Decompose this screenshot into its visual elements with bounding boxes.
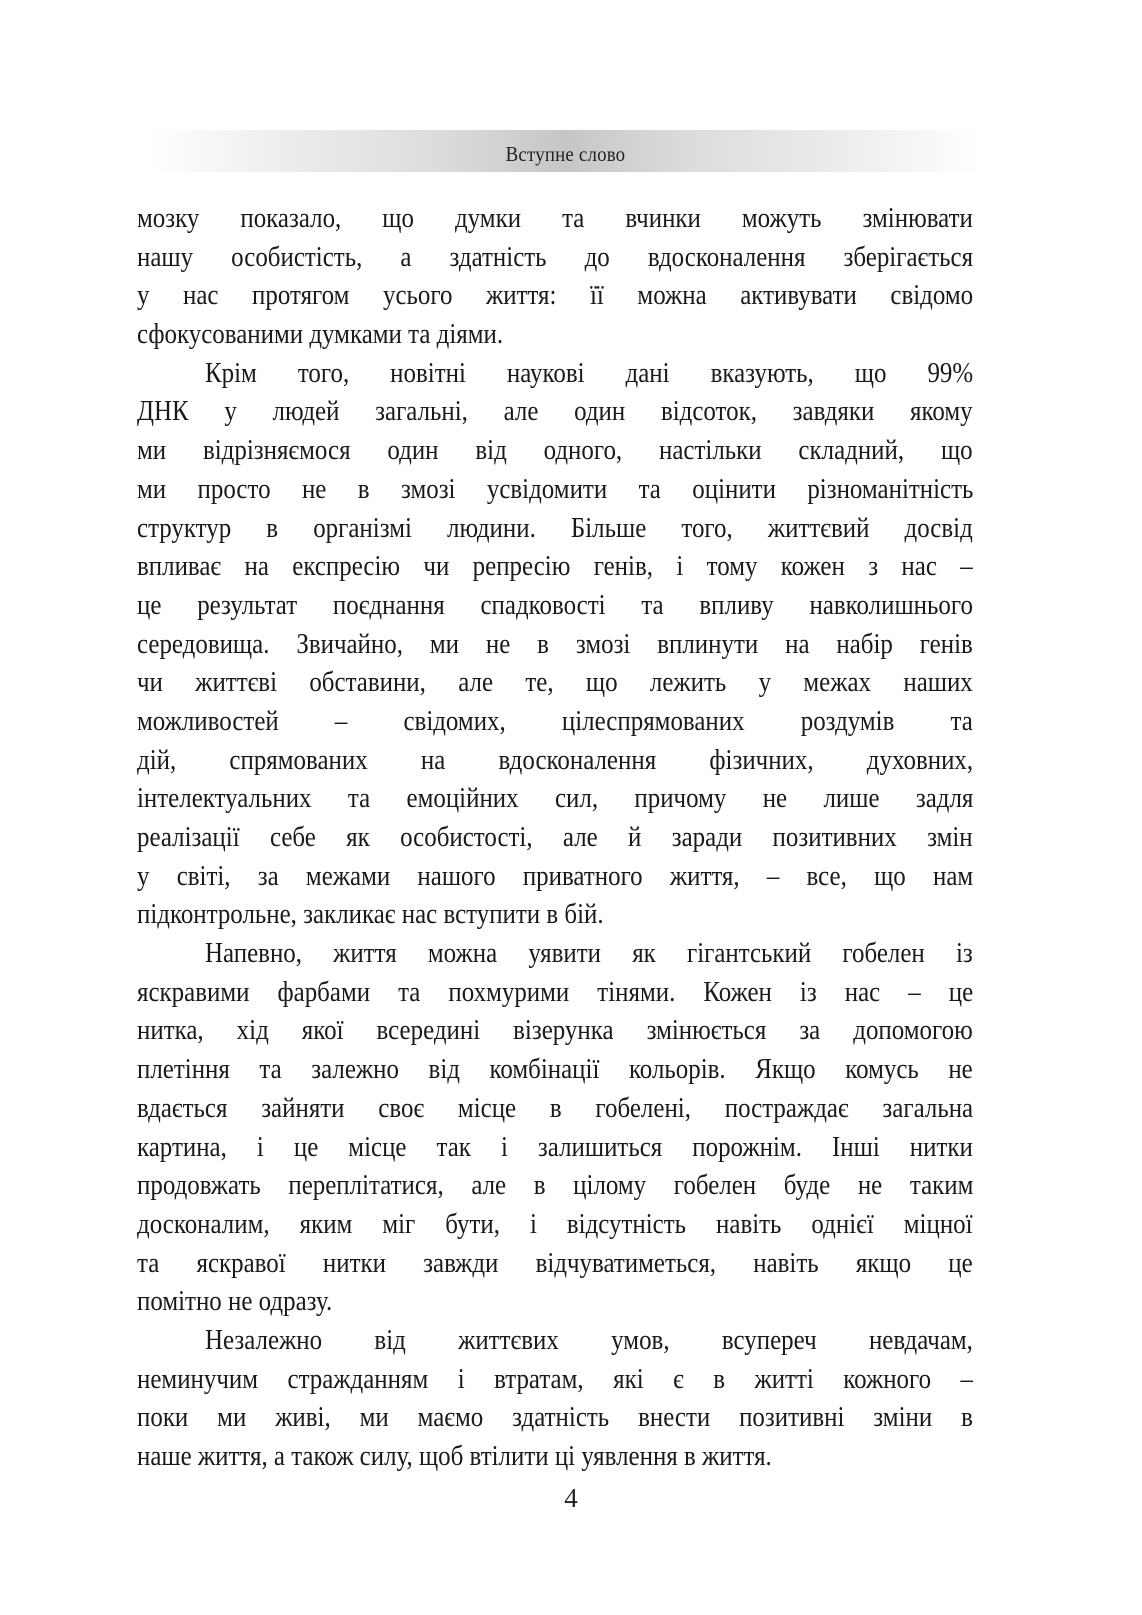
text-line-content: підконтрольне, закликає нас вступити в бій. (137, 898, 604, 931)
text-line-content: у нас протягом усього життя: її можна активувати свідомо (137, 279, 974, 312)
text-line-content: реалізації себе як особистості, але й заради позитивних змін (137, 821, 973, 853)
text-line-content: помітно не одразу. (137, 1285, 333, 1318)
text-line (137, 509, 973, 548)
text-line-content: нашу особистість, а здатність до вдосконалення зберігається (137, 240, 974, 273)
text-line (137, 354, 973, 393)
text-line-content: ДНК у людей загальні, але один відсоток, завдяки якому (137, 395, 973, 428)
text-line-content: яскравими фарбами та похмурими тінями. Кожен із нас – це (137, 975, 974, 1008)
text-line-content: середовища. Звичайно, ми не в змозі вплинути на набір генів (137, 627, 973, 660)
text-line-content: наше життя, а також силу, щоб втілити ці уявлення в життя. (137, 1440, 772, 1472)
text-line-content: сфокусованими думками та діями. (137, 318, 504, 351)
text-line (137, 315, 973, 354)
text-line-content: Напевно, життя можна уявити як гігантський гобелен із (205, 937, 973, 970)
text-line (137, 547, 973, 586)
paragraph (137, 199, 973, 354)
text-line-content: ми просто не в змозі усвідомити та оцінити різноманітність (137, 472, 974, 505)
text-line (137, 1089, 973, 1128)
text-line-content: у світі, за межами нашого приватного життя, – все, що нам (137, 859, 974, 892)
text-line-content: Крім того, новітні наукові дані вказують, що 99% (205, 356, 974, 389)
text-line (137, 1128, 973, 1167)
text-line-content: Незалежно від життєвих умов, всупереч невдачам, (205, 1323, 973, 1356)
text-line-content: чи життєві обставини, але те, що лежить у межах наших (137, 666, 973, 699)
text-line-content: мозку показало, що думки та вчинки можуть змінювати (137, 202, 973, 234)
text-line (137, 702, 973, 741)
text-line (137, 470, 973, 509)
text-line-content: можливостей – свідомих, цілеспрямованих роздумів та (137, 704, 973, 737)
text-line (137, 934, 973, 973)
text-line (137, 238, 973, 277)
text-line (137, 1437, 973, 1476)
text-line (137, 1011, 973, 1050)
text-line-content: дій, спрямованих на вдосконалення фізичних, духовних, (137, 743, 974, 776)
page-number: 4 (564, 1483, 578, 1513)
text-line-content: нитка, хід якої всередині візерунка змінюється за допомогою (137, 1014, 973, 1047)
text-line (137, 392, 973, 431)
text-line-content: ми відрізняємося один від одного, настільки складний, що (137, 434, 973, 467)
text-line (137, 431, 973, 470)
text-line (137, 1205, 973, 1244)
text-line (137, 199, 973, 238)
text-line (137, 895, 973, 934)
text-line-content: досконалим, яким міг бути, і відсутність навіть однієї міцної (137, 1207, 973, 1240)
text-line (137, 1282, 973, 1321)
text-line (137, 1360, 973, 1399)
text-line-content: структур в організмі людини. Більше того, життєвий досвід (137, 511, 973, 544)
text-line-content: інтелектуальних та емоційних сил, причому не лише задля (137, 782, 974, 815)
text-line (137, 625, 973, 664)
text-line-content: та яскравої нитки завжди відчуватиметься, навіть якщо це (137, 1246, 973, 1279)
text-line (137, 818, 973, 857)
text-line (137, 586, 973, 625)
text-line (137, 1321, 973, 1360)
text-line-content: неминучим стражданням і втратам, які є в житті кожного – (137, 1362, 974, 1395)
text-line (137, 1050, 973, 1089)
text-line-content: поки ми живі, ми маємо здатність внести позитивні зміни в (137, 1401, 973, 1434)
body-text (137, 199, 973, 1476)
text-line (137, 663, 973, 702)
paragraph (137, 1321, 973, 1476)
text-line (137, 741, 973, 780)
text-line-content: впливає на експресію чи репресію генів, і тому кожен з нас – (137, 550, 973, 583)
text-line (137, 1166, 973, 1205)
running-header-band (150, 130, 980, 172)
paragraph (137, 354, 973, 934)
text-line (137, 1244, 973, 1283)
text-line-content: це результат поєднання спадковості та впливу навколишнього (137, 588, 973, 621)
text-line (137, 276, 973, 315)
text-line (137, 779, 973, 818)
running-header-title: Вступне слово (505, 141, 625, 166)
text-line (137, 973, 973, 1012)
text-line-content: продовжать переплітатися, але в цілому гобелен буде не таким (137, 1169, 974, 1202)
text-line-content: картина, і це місце так і залишиться порожнім. Інші нитки (137, 1130, 973, 1163)
text-line (137, 1398, 973, 1437)
text-line-content: плетіння та залежно від комбінації кольорів. Якщо комусь не (137, 1053, 973, 1086)
paragraph (137, 934, 973, 1321)
text-line (137, 857, 973, 896)
text-line-content: вдається зайняти своє місце в гобелені, постраждає загальна (137, 1091, 974, 1124)
